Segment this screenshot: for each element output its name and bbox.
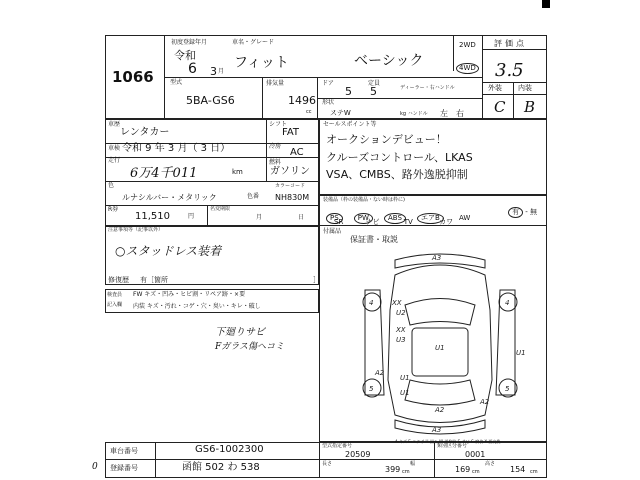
damage-mark: U3	[396, 336, 406, 344]
inspector-label-1: 検査員	[107, 292, 123, 298]
damage-mark: U1	[435, 344, 445, 352]
interior-grade: B	[524, 98, 536, 116]
damage-mark: A2	[375, 369, 385, 377]
equip-sr: SR	[334, 218, 344, 226]
inspector-note-2: Fガラス傷ヘコミ	[215, 342, 284, 352]
mileage-label: 走行	[108, 157, 121, 164]
cm-unit: cm	[402, 469, 410, 475]
capacity: 5	[370, 85, 377, 98]
serial: 20509	[345, 450, 371, 459]
exterior-grade: C	[494, 98, 506, 116]
rear-window	[405, 380, 475, 405]
score: 3.5	[495, 60, 524, 81]
notes-handwritten: ○スタッドレス装着	[115, 244, 222, 258]
equip-yes-no: 有 - 無	[508, 207, 537, 218]
era: 令和	[174, 49, 196, 62]
accessories-label: 付属品	[323, 228, 342, 235]
damage-mark: U1	[400, 389, 410, 397]
height: 154	[510, 465, 526, 474]
plate-label: 登録番号	[110, 464, 138, 472]
car-diagram	[340, 250, 540, 435]
damage-mark: 4	[505, 299, 510, 307]
equip-tv: TV	[403, 218, 413, 226]
class-label: 類別区分番号	[437, 443, 468, 449]
reg-month-unit: 月	[218, 68, 225, 75]
expiry-month: 月	[256, 214, 263, 221]
car-name: フィット	[234, 55, 289, 71]
score-label: 評価点	[494, 39, 527, 48]
shift-label: シフト	[269, 121, 288, 128]
displacement-label: 排気量	[266, 80, 285, 87]
history: レンタカー	[120, 127, 170, 138]
doors-label: ドア	[322, 80, 334, 87]
sales-point-line: クルーズコントロール、LKAS	[326, 151, 473, 164]
km-unit: km	[232, 168, 243, 176]
shape-value: ステW	[330, 109, 351, 117]
height-label: 高さ	[485, 461, 496, 467]
model-label: 型式	[170, 79, 183, 86]
cc-unit: cc	[306, 109, 312, 115]
equipment-label: 装備品（枠の装備品・ない時は枠に)	[323, 197, 405, 203]
drive-2wd: 2WD	[459, 41, 476, 49]
inspector-label-2: 記入欄	[107, 302, 123, 308]
first-reg-label: 初度登録年月	[171, 39, 208, 46]
damage-mark: A3	[432, 254, 442, 262]
cm-unit: cm	[472, 469, 480, 475]
serial-label: 型式指定番号	[322, 443, 353, 449]
model-code: 5BA-GS6	[186, 94, 235, 107]
equip-pw: PW	[354, 213, 373, 224]
ac: AC	[290, 147, 304, 158]
inspector-row-2: 内装 キズ・汚れ・コゲ・穴・臭い・キレ・破し	[133, 303, 261, 310]
mileage: 6万4千011	[130, 166, 198, 181]
displacement: 1496	[288, 94, 316, 107]
width: 169	[455, 465, 471, 474]
inspector-row-1: FW キズ・凹み・ヒビ割・リペア跡・×要	[133, 291, 246, 298]
shape-label: 形状	[322, 99, 335, 106]
exterior-label: 外装	[488, 84, 502, 92]
equip-no: 無	[530, 208, 537, 216]
steering: 右	[456, 109, 464, 118]
sales-point-line: オークションデビュー！	[326, 133, 447, 146]
sales-points-label: セールスポイント等	[323, 121, 377, 128]
damage-mark: A2	[435, 406, 445, 414]
margin-mark: 0	[92, 462, 98, 472]
equip-abs: ABS	[384, 213, 406, 224]
dealer-label: ディーラー・右ハンドル	[400, 85, 455, 91]
color-code: NH830M	[275, 193, 310, 202]
fuel-label: 燃料	[269, 159, 282, 166]
load-label: kg ハンドル	[400, 111, 428, 117]
cm-unit: cm	[530, 469, 538, 475]
car-grade: ベーシック	[354, 53, 424, 69]
repair-label: 修復歴	[108, 276, 129, 284]
capacity-label: 定員	[368, 80, 381, 87]
equip-yes: 有	[508, 207, 523, 218]
width-label: 幅	[410, 461, 416, 467]
notes-label: 注意事項等（記事以外）	[108, 227, 164, 233]
lot-number: 1066	[112, 68, 154, 86]
equip-ps: PS	[326, 213, 343, 224]
inspection: 令和 9 年 3 月（ 3 日）	[122, 143, 231, 154]
damage-mark: U2	[396, 309, 406, 317]
length: 399	[385, 465, 401, 474]
drive-4wd: 4WD	[456, 63, 479, 74]
plate: 函館 502 わ 538	[182, 462, 260, 473]
reg-year: 6	[188, 61, 197, 77]
equip-leather: カワ	[439, 218, 454, 226]
color: ルナシルバー・メタリック	[122, 193, 217, 202]
sales-point-line: VSA、CMBS、路外逸脱抑制	[326, 168, 468, 181]
damage-mark: U1	[516, 349, 526, 357]
damage-mark: U1	[400, 374, 410, 382]
damage-mark: XX	[392, 299, 402, 307]
class: 0001	[465, 450, 486, 459]
equip-navi: ナビ	[365, 218, 380, 226]
shift: FAT	[282, 127, 300, 138]
damage-mark: 4	[369, 299, 374, 307]
windshield	[405, 299, 475, 326]
accessories: 保証書・取説	[350, 235, 398, 244]
recycle-label: R券	[108, 206, 119, 213]
yen-unit: 円	[188, 213, 195, 220]
recycle-fee: 11,510	[135, 211, 170, 222]
steering-left: 左	[440, 109, 448, 118]
chassis: GS6-1002300	[195, 444, 264, 455]
ac-label: 冷房	[269, 143, 282, 150]
repair-close: ］	[313, 276, 320, 284]
equip-airbag: エアB	[417, 213, 444, 224]
chassis-label: 車台番号	[110, 447, 138, 455]
color-label: 色	[108, 182, 115, 189]
damage-mark: 5	[369, 385, 374, 393]
car-name-label: 車名・グレード	[232, 39, 275, 46]
inspector-note-1: 下廻りサビ	[215, 327, 265, 338]
doors: 5	[345, 85, 352, 98]
expiry-day: 日	[298, 214, 305, 221]
history-label: 車歴	[108, 121, 121, 128]
damage-mark: A3	[432, 426, 442, 434]
inspection-label: 車検	[108, 145, 121, 152]
scan-mark	[542, 0, 550, 8]
interior-label: 内装	[518, 84, 532, 92]
diagram-legend: A-キズ E-エクボ U-凹み W-補修跡 S-サビ C-腐食 X-要交換	[395, 439, 501, 444]
color-no-label: 色番	[247, 193, 260, 200]
damage-mark: A2	[480, 398, 490, 406]
repair-value: 有［箇所	[140, 276, 168, 284]
roof	[412, 328, 468, 376]
color-code-label: カラーコード	[275, 183, 306, 189]
damage-mark: XX	[396, 326, 406, 334]
fuel: ガソリン	[270, 166, 310, 177]
equip-aw: AW	[458, 214, 471, 222]
expiry-label: 名変期限	[210, 206, 231, 212]
reg-month: 3	[210, 65, 217, 78]
length-label: 長さ	[322, 461, 333, 467]
damage-mark: 5	[505, 385, 510, 393]
